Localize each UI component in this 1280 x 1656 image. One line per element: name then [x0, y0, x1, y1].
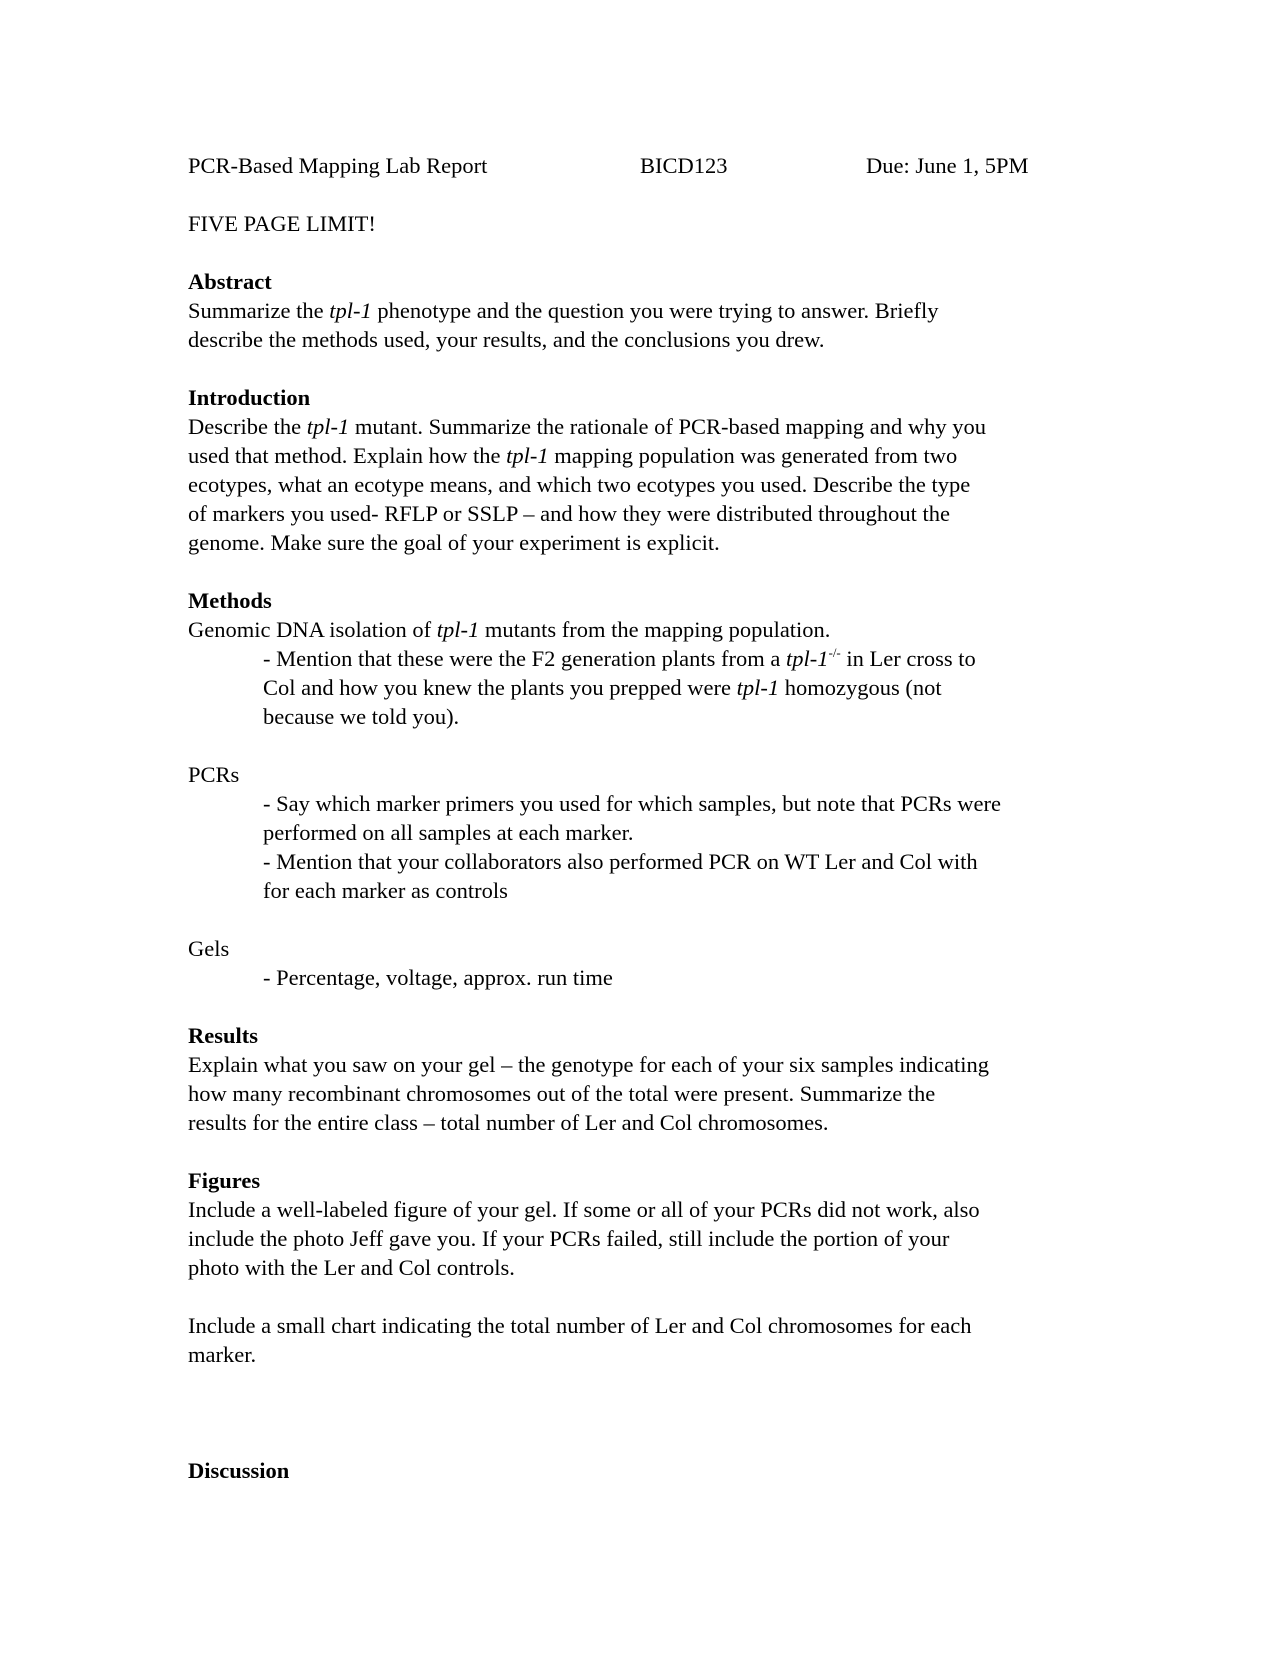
- discussion-heading: Discussion: [188, 1458, 290, 1483]
- gels-heading: Gels: [188, 936, 230, 961]
- figures-line-4: Include a small chart indicating the total number of Ler and Col chromosomes for each: [188, 1313, 972, 1338]
- methods-bullet-3: because we told you).: [263, 704, 460, 729]
- course-code: BICD123: [640, 153, 728, 178]
- figures-heading: Figures: [188, 1168, 261, 1193]
- results-line-3: results for the entire class – total number of Ler and Col chromosomes.: [188, 1110, 829, 1135]
- introduction-heading: Introduction: [188, 385, 311, 410]
- methods-bullet-1: - Mention that these were the F2 generation plants from a tpl-1-/- in Ler cross to: [263, 645, 976, 671]
- results-line-1: Explain what you saw on your gel – the genotype for each of your six samples indicating: [188, 1052, 990, 1077]
- abstract-line-1: Summarize the tpl-1 phenotype and the question you were trying to answer. Briefly: [188, 298, 939, 323]
- methods-line-1: Genomic DNA isolation of tpl-1 mutants from the mapping population.: [188, 617, 831, 642]
- pcrs-line-2: performed on all samples at each marker.: [263, 820, 634, 845]
- figures-line-2: include the photo Jeff gave you. If your PCRs failed, still include the portion of your: [188, 1226, 950, 1251]
- methods-heading: Methods: [188, 588, 272, 613]
- pcrs-line-4: for each marker as controls: [263, 878, 508, 903]
- introduction-line-5: genome. Make sure the goal of your experiment is explicit.: [188, 530, 720, 555]
- introduction-line-3: ecotypes, what an ecotype means, and which two ecotypes you used. Describe the type: [188, 472, 971, 497]
- results-heading: Results: [188, 1023, 259, 1048]
- page-limit-note: FIVE PAGE LIMIT!: [188, 211, 376, 236]
- due-date: Due: June 1, 5PM: [866, 153, 1029, 178]
- introduction-line-2: used that method. Explain how the tpl-1 mapping population was generated from two: [188, 443, 958, 468]
- pcrs-line-3: - Mention that your collaborators also performed PCR on WT Ler and Col with: [263, 849, 978, 874]
- report-title: PCR-Based Mapping Lab Report: [188, 153, 488, 178]
- pcrs-line-1: - Say which marker primers you used for which samples, but note that PCRs were: [263, 791, 1001, 816]
- figures-line-5: marker.: [188, 1342, 257, 1367]
- methods-bullet-2: Col and how you knew the plants you prepped were tpl-1 homozygous (not: [263, 675, 942, 700]
- abstract-line-2: describe the methods used, your results, and the conclusions you drew.: [188, 327, 825, 352]
- introduction-line-1: Describe the tpl-1 mutant. Summarize the rationale of PCR-based mapping and why you: [188, 414, 986, 439]
- figures-line-3: photo with the Ler and Col controls.: [188, 1255, 515, 1280]
- introduction-line-4: of markers you used- RFLP or SSLP – and how they were distributed throughout the: [188, 501, 950, 526]
- gels-line-1: - Percentage, voltage, approx. run time: [263, 965, 613, 990]
- pcrs-heading: PCRs: [188, 762, 240, 787]
- figures-line-1: Include a well-labeled figure of your gel. If some or all of your PCRs did not work, also: [188, 1197, 980, 1222]
- results-line-2: how many recombinant chromosomes out of the total were present. Summarize the: [188, 1081, 936, 1106]
- abstract-heading: Abstract: [188, 269, 272, 294]
